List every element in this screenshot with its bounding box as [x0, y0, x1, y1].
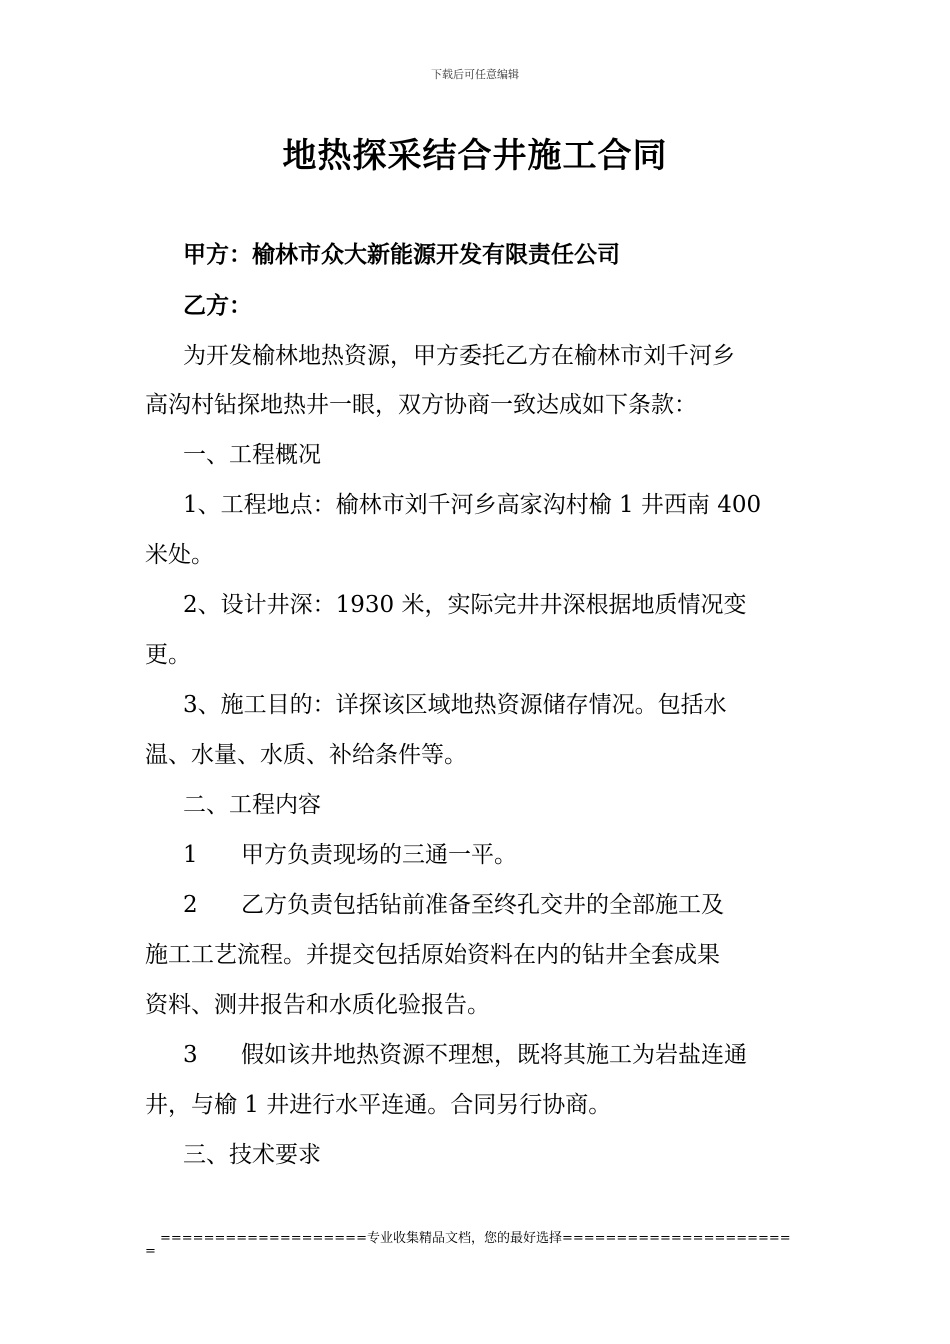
s2-item2-line3: 资料、测井报告和水质化验报告。: [145, 992, 490, 1018]
party-a: 甲方：榆林市众大新能源开发有限责任公司: [183, 242, 620, 268]
s1-item2-line1: 2、设计井深：1930 米，实际完井井深根据地质情况变: [183, 592, 747, 618]
party-b: 乙方：: [183, 293, 252, 319]
s2-item2: [183, 886, 724, 919]
s1-item3-line1: 3、施工目的：详探该区域地热资源储存情况。包括水: [183, 692, 727, 718]
s2-item3-text: 假如该井地热资源不理想，既将其施工为岩盐连通: [241, 1042, 747, 1068]
s2-item1-text: 甲方负责现场的三通一平。: [241, 842, 517, 868]
s1-item2-line2: 更。: [145, 642, 191, 668]
s2-item3-number: 3: [183, 1042, 198, 1068]
s2-item2-line2: 施工工艺流程。并提交包括原始资料在内的钻井全套成果: [145, 942, 720, 968]
section-3-heading: 三、技术要求: [183, 1142, 321, 1168]
intro-line-1: 为开发榆林地热资源，甲方委托乙方在榆林市刘千河乡: [183, 343, 735, 369]
s1-item1-line1: 1、工程地点：榆林市刘千河乡高家沟村榆 1 井西南 400: [183, 492, 762, 518]
section-2-heading: 二、工程内容: [183, 792, 321, 818]
s1-item1-line2: 米处。: [145, 542, 214, 568]
footer-tail: =: [145, 1244, 156, 1259]
s1-item3-line2: 温、水量、水质、补给条件等。: [145, 742, 467, 768]
document-title: 地热探采结合井施工合同: [282, 136, 668, 176]
section-1-heading: 一、工程概况: [183, 442, 321, 468]
s2-item3-line2: 井，与榆 1 井进行水平连通。合同另行协商。: [145, 1092, 612, 1118]
s2-item1: [183, 836, 517, 869]
s2-item2-number: 2: [183, 892, 198, 918]
s2-item1-number: 1: [183, 842, 198, 868]
s2-item3: [183, 1036, 747, 1069]
footer-banner: ===================专业收集精品文档，您的最好选择=====================: [160, 1231, 791, 1246]
intro-line-2: 高沟村钻探地热井一眼，双方协商一致达成如下条款：: [145, 392, 697, 418]
s2-item2-text: 乙方负责包括钻前准备至终孔交井的全部施工及: [241, 892, 724, 918]
header-note: 下载后可任意编辑: [431, 68, 519, 81]
